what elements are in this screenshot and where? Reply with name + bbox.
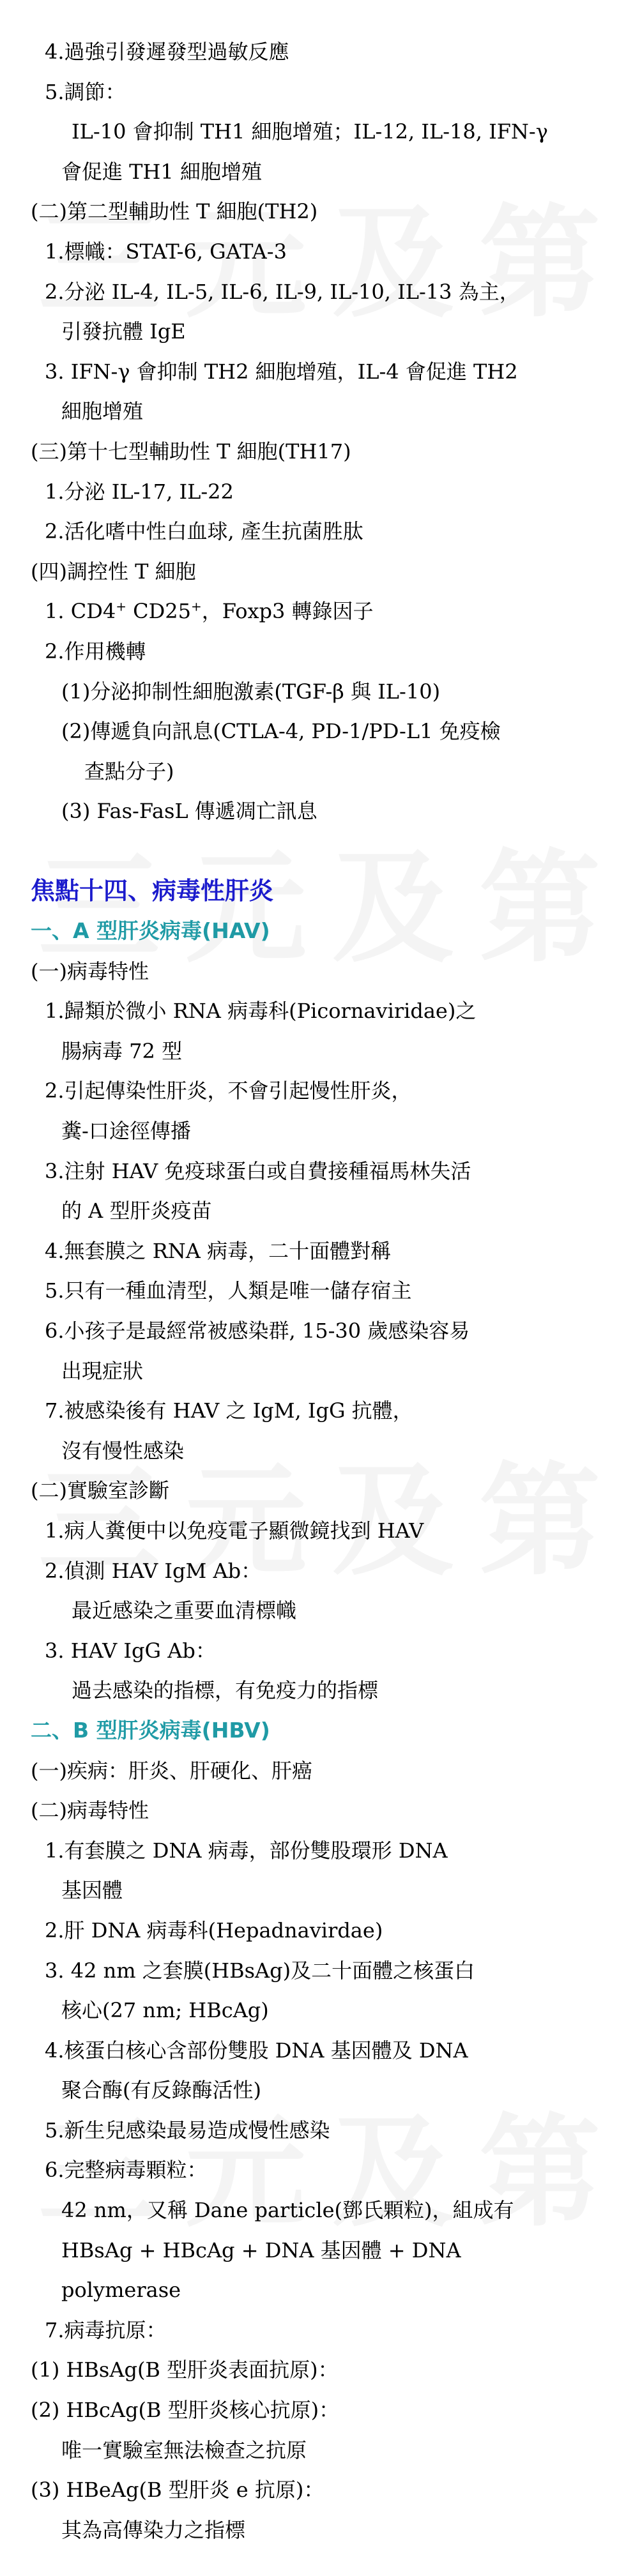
text-line: 過去感染的指標，有免疫力的指標: [72, 1678, 379, 1703]
text-line: 6.完整病毒顆粒：: [45, 2158, 208, 2183]
text-line: 2.偵測 HAV IgM Ab：: [45, 1558, 262, 1583]
cd-line-prefix: 1. CD4: [45, 599, 116, 624]
text-line: (3) Fas-FasL 傳遞凋亡訊息: [61, 799, 317, 824]
text-line: 核心(27 nm; HBcAg): [61, 1998, 269, 2023]
text-line: 2.分泌 IL-4, IL-5, IL-6, IL-9, IL-10, IL-13 為主，: [45, 279, 520, 304]
text-line: 2.肝 DNA 病毒科(Hepadnavirdae): [45, 1918, 383, 1943]
text-line-cd4-cd25: [0, 591, 626, 632]
text-line: 4.過強引發遲發型過敏反應: [45, 40, 289, 64]
text-line: 查點分子): [84, 759, 174, 784]
text-line: (二)實驗室診斷: [31, 1478, 169, 1503]
text-line: 7.病毒抗原：: [45, 2317, 167, 2342]
text-line: 2.活化嗜中性白血球, 產生抗菌胜肽: [45, 519, 363, 544]
text-line: 7.被感染後有 HAV 之 IgM, IgG 抗體，: [45, 1398, 413, 1423]
text-line: (一)病毒特性: [31, 958, 149, 983]
document-body: [0, 32, 626, 2550]
text-line: (1) HBsAg(B 型肝炎表面抗原)：: [31, 2358, 339, 2383]
text-line: 1.有套膜之 DNA 病毒，部份雙股環形 DNA: [45, 1838, 448, 1863]
text-line: 腸病毒 72 型: [61, 1038, 183, 1063]
section-heading: 焦點十四、病毒性肝炎: [31, 877, 274, 905]
text-line: (二)第二型輔助性 T 細胞(TH2): [31, 199, 318, 224]
text-line: (二)病毒特性: [31, 1798, 149, 1823]
text-line: 唯一實驗室無法檢查之抗原: [61, 2437, 307, 2462]
text-line: 1.歸類於微小 RNA 病毒科(Picornaviridae)之: [45, 999, 477, 1024]
text-line: 最近感染之重要血清標幟: [72, 1598, 297, 1623]
text-line: 3. HAV IgG Ab：: [45, 1638, 216, 1663]
text-line: HBsAg + HBcAg + DNA 基因體 + DNA: [61, 2238, 461, 2262]
text-line: 出現症狀: [61, 1358, 144, 1383]
text-line: IL-10 會抑制 TH1 細胞增殖；IL-12, IL-18, IFN-γ: [72, 119, 548, 144]
subsection-heading-hav: 一、A 型肝炎病毒(HAV): [31, 918, 270, 944]
text-line: 細胞增殖: [61, 399, 144, 424]
text-line: 糞-口途徑傳播: [61, 1119, 191, 1144]
text-line: 的 A 型肝炎疫苗: [61, 1199, 212, 1224]
text-line: (一)疾病：肝炎、肝硬化、肝癌: [31, 1758, 312, 1783]
text-line: 沒有慢性感染: [61, 1438, 185, 1463]
text-line: (四)調控性 T 細胞: [31, 559, 196, 584]
text-line: 42 nm，又稱 Dane particle(鄧氏顆粒)，組成有: [61, 2198, 514, 2223]
text-line: 3. IFN-γ 會抑制 TH2 細胞增殖，IL-4 會促進 TH2: [45, 359, 518, 384]
text-line: 2.作用機轉: [45, 639, 146, 663]
superscript-plus: +: [191, 598, 202, 614]
cd-line-mid: CD25: [126, 599, 191, 624]
text-line: 聚合酶(有反錄酶活性): [61, 2078, 261, 2103]
text-line: (2) HBcAg(B 型肝炎核心抗原)：: [31, 2398, 340, 2423]
text-line: 4.無套膜之 RNA 病毒，二十面體對稱: [45, 1238, 392, 1263]
text-line: polymerase: [61, 2278, 181, 2303]
text-line: 基因體: [61, 1878, 123, 1903]
text-line: 其為高傳染力之指標: [61, 2517, 246, 2542]
spacer: [0, 831, 626, 872]
text-line: 5.調節：: [45, 79, 126, 104]
cd-line-suffix: ，Foxp3 轉錄因子: [201, 599, 374, 624]
text-line: 引發抗體 IgE: [61, 319, 186, 344]
text-line: 3.注射 HAV 免疫球蛋白或自費接種福馬林失活: [45, 1158, 471, 1183]
text-line: 5.只有一種血清型，人類是唯一儲存宿主: [45, 1278, 412, 1303]
subsection-heading-hbv: 二、B 型肝炎病毒(HBV): [31, 1717, 270, 1743]
superscript-plus: +: [116, 598, 126, 614]
text-line: 會促進 TH1 細胞增殖: [61, 159, 262, 184]
text-line: (三)第十七型輔助性 T 細胞(TH17): [31, 439, 351, 464]
text-line: 4.核蛋白核心含部份雙股 DNA 基因體及 DNA: [45, 2038, 468, 2063]
text-line: 1.分泌 IL-17, IL-22: [45, 479, 234, 504]
text-line: (2)傳遞負向訊息(CTLA-4, PD-1/PD-L1 免疫檢: [61, 719, 501, 744]
text-line: (3) HBeAg(B 型肝炎 e 抗原)：: [31, 2478, 324, 2503]
text-line: 3. 42 nm 之套膜(HBsAg)及二十面體之核蛋白: [45, 1958, 475, 1983]
text-line: 2.引起傳染性肝炎，不會引起慢性肝炎，: [45, 1079, 412, 1103]
text-line: 1.標幟：STAT-6, GATA-3: [45, 239, 287, 264]
text-line: 6.小孩子是最經常被感染群, 15-30 歲感染容易: [45, 1319, 470, 1343]
text-line: 1.病人糞便中以免疫電子顯微鏡找到 HAV: [45, 1518, 424, 1543]
text-line: 5.新生兒感染最易造成慢性感染: [45, 2118, 330, 2142]
text-line: (1)分泌抑制性細胞激素(TGF-β 與 IL-10): [61, 679, 441, 704]
